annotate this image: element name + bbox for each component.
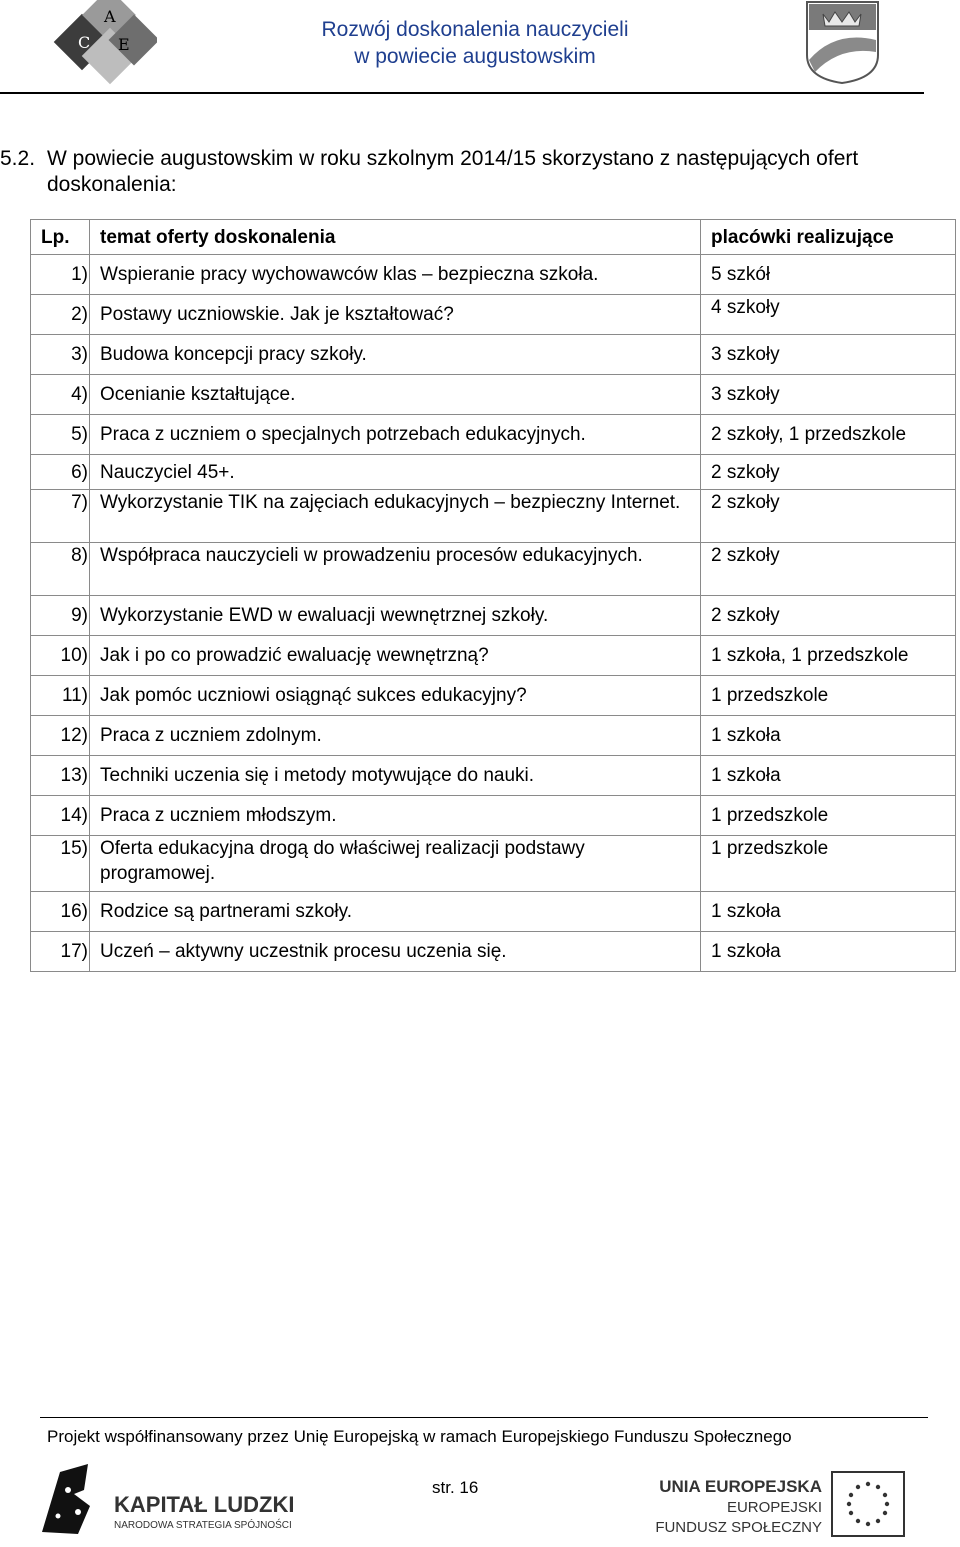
table-row — [31, 756, 956, 796]
row-places: 2 szkoły — [701, 455, 956, 490]
row-places: 1 szkoła — [701, 716, 956, 756]
row-topic: Współpraca nauczycieli w prowadzeniu procesów edukacyjnych. — [90, 543, 701, 596]
row-lp: 17) — [60, 941, 88, 962]
table-row — [31, 636, 956, 676]
row-places: 3 szkoły — [701, 335, 956, 375]
row-topic: Uczeń – aktywny uczestnik procesu uczenia się. — [90, 932, 701, 972]
footer-divider — [40, 1417, 928, 1418]
row-topic: Praca z uczniem o specjalnych potrzebach edukacyjnych. — [90, 415, 701, 455]
row-topic: Budowa koncepcji pracy szkoły. — [90, 335, 701, 375]
row-places: 1 szkoła, 1 przedszkole — [701, 636, 956, 676]
row-lp: 7) — [71, 492, 88, 513]
row-lp: 16) — [60, 901, 88, 922]
table-row — [31, 415, 956, 455]
header-title-line1: Rozwój doskonalenia nauczycieli — [321, 18, 629, 41]
row-lp: 3) — [71, 344, 88, 365]
table-row — [31, 892, 956, 932]
row-lp: 1) — [71, 264, 88, 285]
row-lp: 10) — [60, 645, 88, 666]
row-topic: Wspieranie pracy wychowawców klas – bezpieczna szkoła. — [90, 255, 701, 295]
row-topic: Jak pomóc uczniowi osiągnąć sukces edukacyjny? — [90, 676, 701, 716]
header-topic: temat oferty doskonalenia — [90, 220, 701, 255]
svg-text:E: E — [118, 35, 130, 54]
row-topic: Ocenianie kształtujące. — [90, 375, 701, 415]
row-topic: Wykorzystanie TIK na zajęciach edukacyjnych – bezpieczny Internet. — [90, 490, 701, 543]
table-row — [31, 255, 956, 295]
row-places: 1 szkoła — [701, 932, 956, 972]
page-number: str. 16 — [432, 1478, 479, 1497]
row-lp: 9) — [71, 605, 88, 626]
svg-text:C: C — [78, 33, 91, 52]
table-row — [31, 836, 956, 892]
row-places: 2 szkoły — [701, 490, 956, 543]
row-topic: Rodzice są partnerami szkoły. — [90, 892, 701, 932]
eu-fund-logo-icon — [632, 1464, 912, 1540]
svg-text:KAPITAŁ LUDZKI: KAPITAŁ LUDZKI — [114, 1492, 295, 1517]
table-row — [31, 796, 956, 836]
table-row — [31, 455, 956, 490]
table-row — [31, 295, 956, 335]
header-places: placówki realizujące — [701, 220, 956, 255]
footer-project-text: Projekt współfinansowany przez Unię Europejską w ramach Europejskiego Funduszu Społecznego — [47, 1427, 792, 1446]
row-topic: Techniki uczenia się i metody motywujące do nauki. — [90, 756, 701, 796]
svg-text:UNIA EUROPEJSKA: UNIA EUROPEJSKA — [659, 1477, 822, 1496]
row-places: 3 szkoły — [701, 375, 956, 415]
svg-text:EUROPEJSKI: EUROPEJSKI — [726, 1499, 822, 1516]
row-lp: 4) — [71, 384, 88, 405]
row-topic: Nauczyciel 45+. — [90, 455, 701, 490]
table-row — [31, 596, 956, 636]
row-places: 2 szkoły — [701, 596, 956, 636]
section-number: 5.2. — [0, 147, 36, 170]
row-places: 1 przedszkole — [701, 796, 956, 836]
row-lp: 6) — [71, 461, 88, 483]
page-header — [0, 0, 960, 95]
row-places: 1 przedszkole — [701, 836, 956, 892]
header-title-line2: w powiecie augustowskim — [354, 45, 596, 68]
row-topic: Praca z uczniem zdolnym. — [90, 716, 701, 756]
row-places: 1 szkoła — [701, 892, 956, 932]
section-heading: W powiecie augustowskim w roku szkolnym 2014/15 skorzystano z następujących ofert doskonalenia: — [47, 147, 859, 196]
table-row — [31, 490, 956, 543]
table-header-row — [31, 220, 956, 255]
row-places: 4 szkoły — [701, 295, 956, 335]
row-places: 5 szkół — [701, 255, 956, 295]
row-topic: Praca z uczniem młodszym. — [90, 796, 701, 836]
table-row — [31, 716, 956, 756]
row-lp: 2) — [71, 304, 88, 325]
row-lp: 8) — [71, 545, 88, 566]
header-lp: Lp. — [31, 220, 90, 255]
table-row — [31, 375, 956, 415]
table-row — [31, 932, 956, 972]
header-divider — [0, 92, 924, 94]
row-lp: 12) — [60, 725, 88, 746]
row-places: 1 przedszkole — [701, 676, 956, 716]
offers-table — [30, 219, 956, 972]
row-places: 2 szkoły — [701, 543, 956, 596]
row-lp: 11) — [61, 685, 88, 706]
row-topic: Wykorzystanie EWD w ewaluacji wewnętrznej szkoły. — [90, 596, 701, 636]
row-lp: 13) — [60, 765, 88, 786]
row-places: 1 szkoła — [701, 756, 956, 796]
svg-text:NARODOWA STRATEGIA SPÓJNOŚCI: NARODOWA STRATEGIA SPÓJNOŚCI — [114, 1520, 292, 1531]
row-places: 2 szkoły, 1 przedszkole — [701, 415, 956, 455]
kapital-ludzki-logo-icon — [38, 1460, 318, 1540]
county-coat-of-arms-icon — [805, 0, 880, 85]
row-topic: Oferta edukacyjna drogą do właściwej realizacji podstawy programowej. — [90, 836, 701, 892]
svg-text:A: A — [104, 7, 116, 26]
svg-text:FUNDUSZ SPOŁECZNY: FUNDUSZ SPOŁECZNY — [655, 1519, 822, 1536]
table-row — [31, 335, 956, 375]
row-lp: 15) — [60, 838, 88, 859]
table-row — [31, 543, 956, 596]
header-title — [240, 16, 710, 70]
row-lp: 5) — [71, 424, 88, 445]
row-topic: Postawy uczniowskie. Jak je kształtować? — [90, 295, 701, 335]
row-lp: 14) — [60, 805, 88, 826]
row-topic: Jak i po co prowadzić ewaluację wewnętrzną? — [90, 636, 701, 676]
cae-logo-icon — [52, 0, 157, 90]
table-row — [31, 676, 956, 716]
